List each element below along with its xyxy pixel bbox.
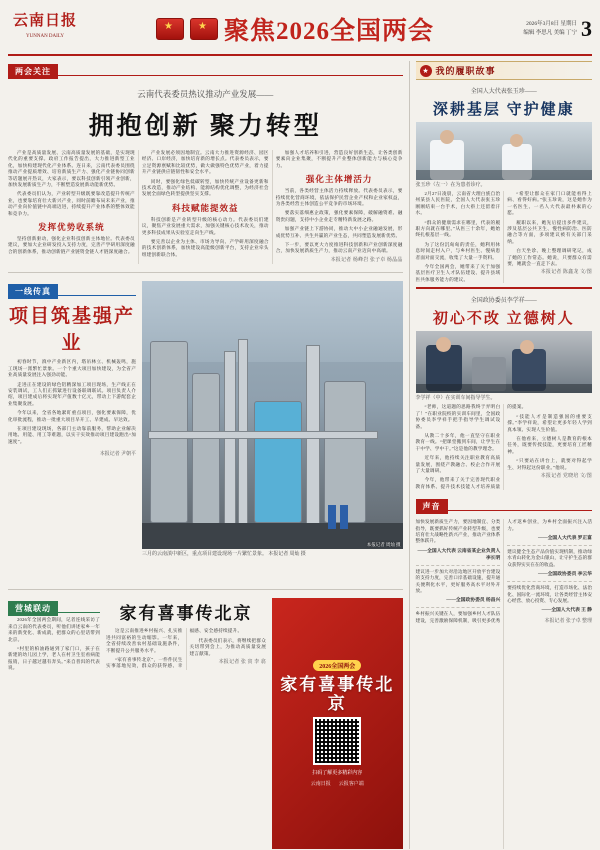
bottom-section <box>8 598 403 849</box>
right-column <box>416 61 592 849</box>
frontline-photo-col <box>142 281 403 581</box>
voice-item: 加快发展新质生产力，要因地制宜、分类指导，既要抓好传统产业转型升级，也要培育壮大战略性新兴产业，推动产业体系整体跃升。 <box>415 519 501 544</box>
voice-item: 要持续优化营商环境，打造市场化、法治化、国际化一流环境，让各类经营主体安心经营、放心投资、专心发展。 <box>507 585 592 603</box>
story-1-who: 全国人大代表张玉珍—— <box>470 89 537 95</box>
bottom-text-b: 这是云南推进乡村振兴、扎实推进共同富裕的生动缩影。一年来，全省持续改善农村基础设施条件，不断提升公共服务水平。 “家有喜事传北京”，一件件民生实事落地见效，群众的获得感、幸福感、安全感持续提升。 代表委员们表示，将继续把群众关切带到会上，为推动高质量发展建言献策。 本报记者 张 寅 李 翕 <box>106 628 266 669</box>
bottom-main-col <box>106 598 266 849</box>
bottom-byline: 本报记者 张 寅 李 翕 <box>218 659 266 665</box>
construction-photo <box>142 281 403 549</box>
frontline-tag: 一线传真 <box>8 284 58 299</box>
emblem-icon: ★ <box>420 65 432 77</box>
story-1 <box>416 84 592 283</box>
sub-heading-1: 发挥优势收系统 <box>38 222 105 233</box>
voice-columns <box>416 519 592 849</box>
masthead <box>8 6 592 56</box>
story-2-who: 全国政协委员李学祥—— <box>470 298 537 305</box>
column-header <box>416 61 592 80</box>
frontline-byline: 本报记者 尹朝平 <box>99 452 136 458</box>
story-1-title: 深耕基层 守护健康 <box>432 102 575 118</box>
photo-credit: 本报记者 周灿 摄 <box>366 542 401 548</box>
article-byline: 本报记者 杨峰岩 张子卓 杨晶晶 <box>330 257 403 263</box>
sub-heading-2: 科技赋能提效益 <box>172 202 239 213</box>
voice-tagbar <box>416 496 592 511</box>
story-2-photo <box>416 331 592 393</box>
qr-code-icon[interactable] <box>313 717 361 765</box>
bottom-tag: 营城联动 <box>8 601 58 616</box>
article-kicker: 云南代表委员热议推动产业发展—— <box>137 89 274 99</box>
voice-item: 建议健全生态产品价值实现机制，推动绿水青山转化为金山银山，让守护生态的群众获得实实在在的收益。 <box>507 548 592 567</box>
voice-attr: ——全国人大代表 罗正富 <box>538 535 592 541</box>
story-1-byline: 本报记者 陈鑫龙 文/图 <box>540 270 592 276</box>
voice-item: 建议进一步加大对沿边地区开放平台建设的支持力度，完善口岸基础设施，提升通关便利化水平，更好服务高水平对外开放。 <box>415 568 501 593</box>
story-2-title: 初心不改 立德树人 <box>432 311 575 328</box>
lead-text: 产业是高质量发展、云南高质量发展的基础，是实现现代化的重要支撑。政府工作报告提出，大力推进新型工业化，加快构建现代化产业体系。连日来，云南代表委员围绕推动产业提质增效、培育新质生产力、强化产业链协同创新等话题展开热议，大家表示，要以科技创新引领产业创新，加快发展新质生产力，不断塑造发展新动能新优势。 代表委员们认为，产业转型升级既要靠改造提升传统产业，也要靠培育壮大新兴产业，同时前瞻布局未来产业，推动产业向价值链中高端迈进，持续提升产业体系的整体效能和竞争力。 <box>8 150 135 216</box>
voice-byline: 本报记者 张子卓 整理 <box>544 619 592 625</box>
newspaper-logo <box>8 11 82 47</box>
photo-caption: 三月的云南滇中新区，重点项目建设现场一片繁忙景象。 本报记者 周灿 摄 <box>142 552 306 558</box>
divider <box>8 589 403 590</box>
voice-item: 乡村振兴关键在人，要加强乡村人才队伍建设，完善激励保障机制，吸引更多优秀人才返乡创业，为乡村全面振兴注入活力。 <box>415 519 592 623</box>
story-2-caption: 李学祥（中）在实训车间指导学生。 <box>415 396 496 402</box>
banner-title: 聚焦2026全国两会 <box>223 18 434 45</box>
bottom-headline: 家有喜事传北京 <box>119 604 253 624</box>
article-headline: 拥抱创新 聚力转型 <box>88 113 322 140</box>
divider <box>8 272 403 273</box>
promo-card[interactable] <box>272 598 403 849</box>
banner <box>82 11 508 47</box>
national-emblem-icon <box>156 18 184 40</box>
voice-tag: 声音 <box>416 499 448 514</box>
voice-attr: ——全国人大代表 云南省某企业负责人 李长明 <box>417 548 501 561</box>
frontline-text-col <box>8 281 136 581</box>
story-1-photo <box>416 122 592 180</box>
frontline-section <box>8 281 403 581</box>
editor-line: 编辑 李思凡 美编 丁宁 <box>523 30 577 36</box>
logo-subtitle: YUNNAN DAILY <box>26 34 64 39</box>
sub3-text: 当前，各类经营主体活力持续释放。代表委员表示，要持续优化营商环境，依法保护民营企业产权和企业家权益，为各类经营主体创造公平竞争的市场环境。 要落实落细惠企政策，强化要素保障，破解融资难、融资贵问题，支持中小企业走专精特新发展之路。 加强产业链上下游协同，推动大中小企业融通发展，形成优势互补、共生共赢的产业生态，共同塑造发展新优势。 下一步，要以更大力度推进科技创新和产业创新深度融合，加快发展新质生产力，推动云南产业迈向中高端。 本报记者 杨峰岩 张子卓 杨晶晶 <box>275 188 403 263</box>
story-2-text: “老师，这道题的思路我终于弄明白了！”在职业院校的实训车间里，全国政协委员李学祥手把手指导学生调试设备。 从教二十多年，他一直坚守在职业教育一线。“把课堂搬到车间，让学生在干中学、学中干。”这是他的教学理念。 近年来，他持续关注职业教育高质量发展，围绕产教融合、校企合作开展了大量调研。 今年，他带来了关于完善现代职业教育体系、提升技术技能人才培养质量的提案。 “技能人才是制造强国的重要支撑。”李学祥说，希望让更多年轻人学到真本领、实现人生价值。 在他看来，立德树人是教育的根本任务，既要传授技能，更要培育工匠精神。 “只要站在讲台上，就要对得起学生、对得起这份职业。”他说。 本报记者 党晓培 文/图 <box>415 404 592 489</box>
bottom-tag-col <box>8 598 100 849</box>
bottom-text-a: 2026年全国两会期间，记者连线采访了来自云南的代表委员，听他们讲述家乡一年来的新变化、新成就，把群众的心里话带到北京。 “村里的柏油路通到了家门口，孩子在新建的幼儿园上学，老人在村卫生室看病能报销，日子越过越有奔头。”来自普洱的代表说。 <box>8 617 100 671</box>
qr-label: 扫码了解更多精彩内容 <box>312 771 363 777</box>
page-number: 3 <box>581 16 592 41</box>
voice-attr: ——全国政协委员 杨昌兴 <box>446 598 501 604</box>
story-1-text: 2月27日凌晨，云南省大理白族自治州某县人民医院，全国人大代表张玉珍刚刚结束一台手术，白大褂上还留着汗水。 “群众的健康需求在哪里，代表的履职方向就在哪里。”从医三十余年，她始终扎根基层一线。 为了这份沉甸甸的责任，她利用休息时间走村入户，与乡村医生、慢病患者面对面交流，收集了大量一手资料。 今年全国两会，她带来了关于加强基层医疗卫生人才队伍建设、提升县域医共体服务能力的建议。 “希望让群众在家门口就能看得上病、看得好病。”张玉珍说，这是她作为一名医生、一名人大代表最朴素的心愿。 履职以来，她先后提出多件建议，涉及基层公共卫生、慢性病防治、医防融合等方面，多项建议被有关部门采纳。 白天坐诊、晚上整理调研笔记，成了她的工作常态。她说，只要群众有需要，她就会一直走下去。 本报记者 陈鑫龙 文/图 <box>415 191 592 282</box>
sub2-text: 科技创新是产业转型升级的核心动力。代表委员们建议，聚焦产业发展重大需求，加强关键核心技术攻关，推动更多科技成果从实验室走向生产线。 要完善以企业为主体、市场为导向、产学研用深度融合的技术创新体系，加快建设高能级创新平台，支持企业牵头组建创新联合体。 加强人才培养和引进，营造良好创新生态，让各类创新要素向企业集聚，不断提升产业整体创新能力与核心竞争力。 <box>141 150 403 257</box>
voice-attr: ——全国人大代表 王 静 <box>541 608 592 614</box>
national-emblem-icon <box>190 18 218 40</box>
topic-tagbar <box>8 61 403 76</box>
story-1-caption: 张玉珍（左一）在为患者诊疗。 <box>415 183 486 188</box>
promo-title: 家有喜事传北京 <box>280 675 395 714</box>
lead-columns <box>8 150 403 264</box>
divider-red <box>416 287 592 289</box>
column-header-title: 我的履职故事 <box>435 66 496 76</box>
sub1-text: 坚持创新驱动，强化企业科技创新主体地位。代表委员建议，要加大企业研发投入支持力度，完善产学研用深度融合的创新体系，推动创新链产业链资金链人才链深度融合。 产业发展必须因地制宜。云南大力推进资源经济、园区经济、口岸经济，加快培育新的增长点。代表委员表示，要立足资源禀赋和比较优势，做大做强特色优势产业，着力提升产业链供应链韧性和安全水平。 同时，要强化绿色低碳转型，加快传统产业设备更新和技术改造，推动产业结构、能源结构优化调整，为经济社会发展全面绿色转型提供坚实支撑。 <box>8 150 269 254</box>
bottom-tagbar <box>8 598 100 613</box>
voice-list <box>416 519 592 624</box>
logo-chinese: 云南日报 <box>12 13 77 29</box>
promo-badge: 2026全国两会 <box>313 660 361 671</box>
promo-footer-right: 云报客户端 <box>338 782 364 788</box>
column-divider <box>409 61 410 849</box>
voice-attr: ——全国政协委员 李云华 <box>538 572 592 578</box>
story-2 <box>416 293 592 490</box>
frontline-tagbar <box>8 281 136 296</box>
bottom-columns <box>106 628 266 669</box>
sub-heading-3: 强化主体增活力 <box>305 174 373 185</box>
main-column <box>8 61 403 849</box>
frontline-text: 初春时节，滇中产业新区内，塔吊林立、机械轰鸣，施工现场一派繁忙景象。一个个重大项目加快建设，为全省产业高质量发展注入强劲动能。 走进正在建设的绿色铝精深加工项目现场，生产线正在安装调试，工人们正抓紧进行设备联调联试。项目负责人介绍，项目建成后将实现年产值数十亿元，带动上下游配套企业集聚发展。 今年以来，全省各地紧盯重点项目，强化要素保障，优化审批流程，推动一批重大项目早开工、早建成、早达效。 在项目建设现场，各部门主动靠前服务，帮助企业解决用地、用能、用工等难题，以实干实效推动项目建设跑出“加速度”。 <box>8 359 136 444</box>
publish-date: 2026年3月8日 星期日 <box>526 21 577 27</box>
masthead-meta <box>508 18 592 40</box>
story-1-columns <box>416 191 592 283</box>
frontline-headline: 项目筑基强产业 <box>8 306 135 355</box>
promo-footer-left: 云南日报 <box>310 782 331 788</box>
story-2-byline: 本报记者 党晓培 文/图 <box>540 473 592 479</box>
page-body <box>8 61 592 849</box>
topic-tag: 两会关注 <box>8 64 58 79</box>
story-2-columns <box>416 404 592 490</box>
